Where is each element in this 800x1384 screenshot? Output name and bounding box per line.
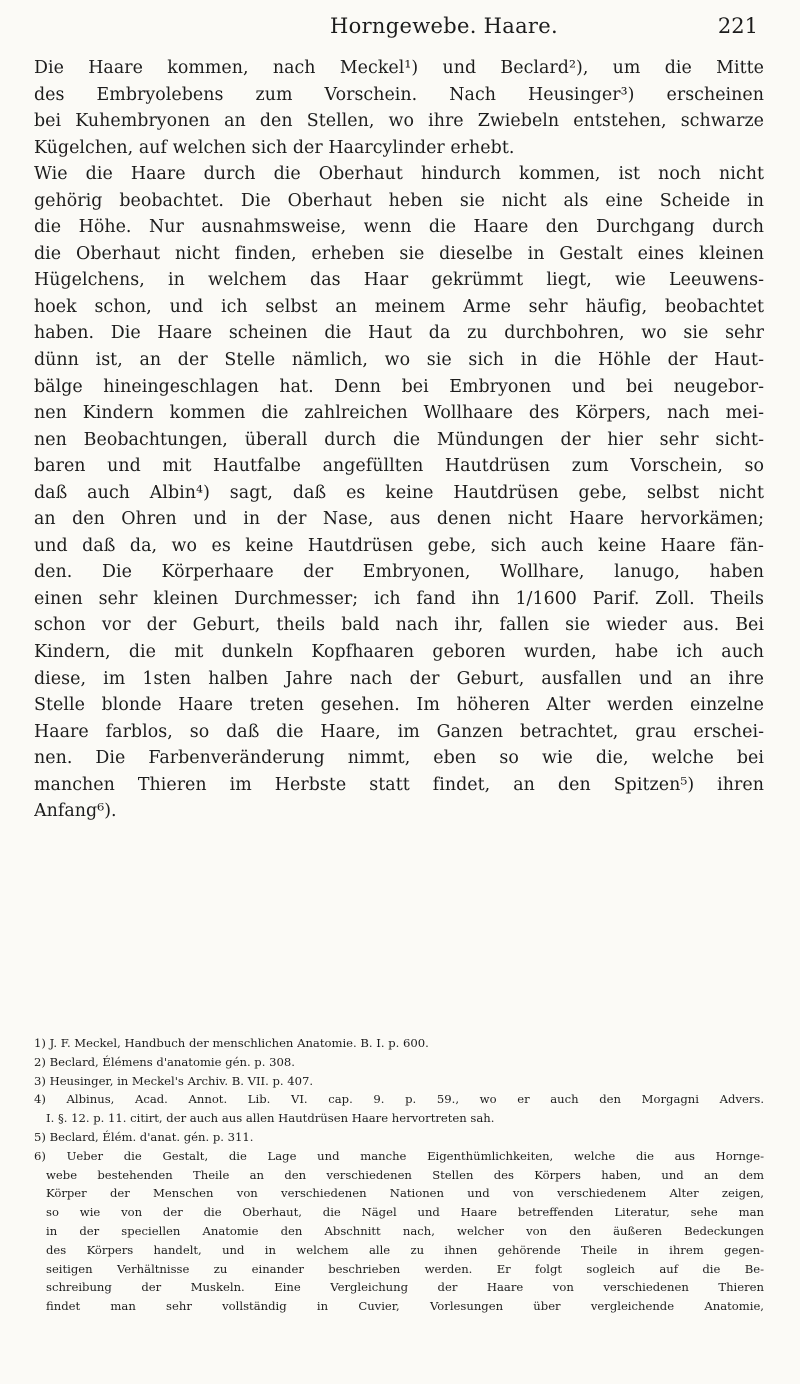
- text-line: Stelle blonde Haare treten gesehen. Im höheren Alter werden einzelne: [34, 695, 764, 716]
- footnote-line: 4) Albinus, Acad. Annot. Lib. VI. cap. 9. p. 59., wo er auch den Morgagni Advers.: [34, 1092, 764, 1107]
- running-head: [130, 12, 758, 48]
- footnote-line: 1) J. F. Meckel, Handbuch der menschlichen Anatomie. B. I. p. 600.: [34, 1036, 429, 1050]
- footnote-line: findet man sehr vollständig in Cuvier, Vorlesungen über vergleichende Anatomie,: [46, 1299, 764, 1314]
- text-line: nen. Die Farbenveränderung nimmt, eben so wie die, welche bei: [34, 748, 764, 769]
- footnote-line: so wie von der die Oberhaut, die Nägel und Haare betreffenden Literatur, sehe man: [46, 1205, 764, 1220]
- footnote-line: Körper der Menschen von verschiedenen Nationen und von verschiedenem Alter zeigen,: [46, 1186, 764, 1201]
- text-line: an den Ohren und in der Nase, aus denen nicht Haare hervorkämen;: [34, 509, 764, 530]
- text-line: die Höhe. Nur ausnahmsweise, wenn die Haare den Durchgang durch: [34, 217, 764, 238]
- footnote-line: 3) Heusinger, in Meckel's Archiv. B. VII. p. 407.: [34, 1073, 314, 1088]
- text-line: hoek schon, und ich selbst an meinem Arme sehr häufig, beobachtet: [34, 296, 764, 317]
- text-line: Kügelchen, auf welchen sich der Haarcylinder erhebt.: [34, 137, 515, 158]
- text-line: Anfang⁶).: [34, 801, 117, 822]
- footnote-line: in der speciellen Anatomie den Abschnitt nach, welcher von den äußeren Bedeckungen: [46, 1223, 764, 1238]
- running-title: Horngewebe. Haare.: [330, 14, 558, 38]
- text-line: nen Beobachtungen, überall durch die Mündungen der hier sehr sicht-: [34, 429, 764, 450]
- text-line: Haare farblos, so daß die Haare, im Ganzen betrachtet, grau erschei-: [34, 721, 764, 742]
- footnote-line: webe bestehenden Theile an den verschiedenen Stellen des Körpers haben, und an dem: [46, 1167, 764, 1182]
- body-text: [34, 55, 764, 825]
- footnote-divider: [34, 1028, 764, 1029]
- text-line: haben. Die Haare scheinen die Haut da zu durchbohren, wo sie sehr: [34, 323, 764, 344]
- footnote-line: 2) Beclard, Élémens d'anatomie gén. p. 308.: [34, 1054, 295, 1069]
- text-line: schon vor der Geburt, theils bald nach ihr, fallen sie wieder aus. Bei: [34, 615, 764, 636]
- footnote-line: des Körpers handelt, und in welchem alle zu ihnen gehörende Theile in ihrem gegen-: [46, 1242, 764, 1257]
- text-line: bei Kuhembryonen an den Stellen, wo ihre Zwiebeln entstehen, schwarze: [34, 111, 764, 132]
- text-line: baren und mit Hautfalbe angefüllten Hautdrüsen zum Vorschein, so: [34, 456, 764, 477]
- footnote-line: 6) Ueber die Gestalt, die Lage und manche Eigenthümlichkeiten, welche die aus Hornge-: [34, 1148, 764, 1163]
- text-line: des Embryolebens zum Vorschein. Nach Heusinger³) erscheinen: [34, 84, 764, 105]
- footnote-line: schreibung der Muskeln. Eine Vergleichung der Haare von verschiedenen Thieren: [46, 1280, 764, 1295]
- text-line: manchen Thieren im Herbste statt findet, an den Spitzen⁵) ihren: [34, 774, 764, 795]
- text-line: die Oberhaut nicht finden, erheben sie dieselbe in Gestalt eines kleinen: [34, 243, 764, 264]
- footnote-line: 5) Beclard, Élém. d'anat. gén. p. 311.: [34, 1129, 254, 1144]
- footnote-line: seitigen Verhältnisse zu einander beschrieben werden. Er folgt sogleich auf die Be-: [46, 1261, 764, 1276]
- text-line: diese, im 1sten halben Jahre nach der Geburt, ausfallen und an ihre: [34, 668, 764, 689]
- text-line: daß auch Albin⁴) sagt, daß es keine Hautdrüsen gebe, selbst nicht: [34, 482, 764, 503]
- text-line: bälge hineingeschlagen hat. Denn bei Embryonen und bei neugebor-: [34, 376, 764, 397]
- footnote-line: I. §. 12. p. 11. citirt, der auch aus allen Hautdrüsen Haare hervortreten sah.: [46, 1111, 495, 1126]
- page-number: 221: [717, 14, 758, 38]
- footnotes: [34, 1034, 764, 1316]
- text-line: Die Haare kommen, nach Meckel¹) und Beclard²), um die Mitte: [34, 58, 764, 78]
- text-line: Hügelchens, in welchem das Haar gekrümmt liegt, wie Leeuwens-: [34, 270, 764, 291]
- text-line: einen sehr kleinen Durchmesser; ich fand ihn 1/1600 Parif. Zoll. Theils: [34, 588, 764, 609]
- text-line: gehörig beobachtet. Die Oberhaut heben sie nicht als eine Scheide in: [34, 190, 764, 211]
- text-line: und daß da, wo es keine Hautdrüsen gebe, sich auch keine Haare fän-: [34, 535, 764, 556]
- text-line: dünn ist, an der Stelle nämlich, wo sie sich in die Höhle der Haut-: [34, 350, 764, 371]
- text-line: nen Kindern kommen die zahlreichen Wollhaare des Körpers, nach mei-: [34, 403, 764, 424]
- text-line: Wie die Haare durch die Oberhaut hindurch kommen, ist noch nicht: [34, 164, 764, 185]
- text-line: Kindern, die mit dunkeln Kopfhaaren geboren wurden, habe ich auch: [34, 642, 764, 663]
- text-line: den. Die Körperhaare der Embryonen, Wollhare, lanugo, haben: [34, 562, 764, 583]
